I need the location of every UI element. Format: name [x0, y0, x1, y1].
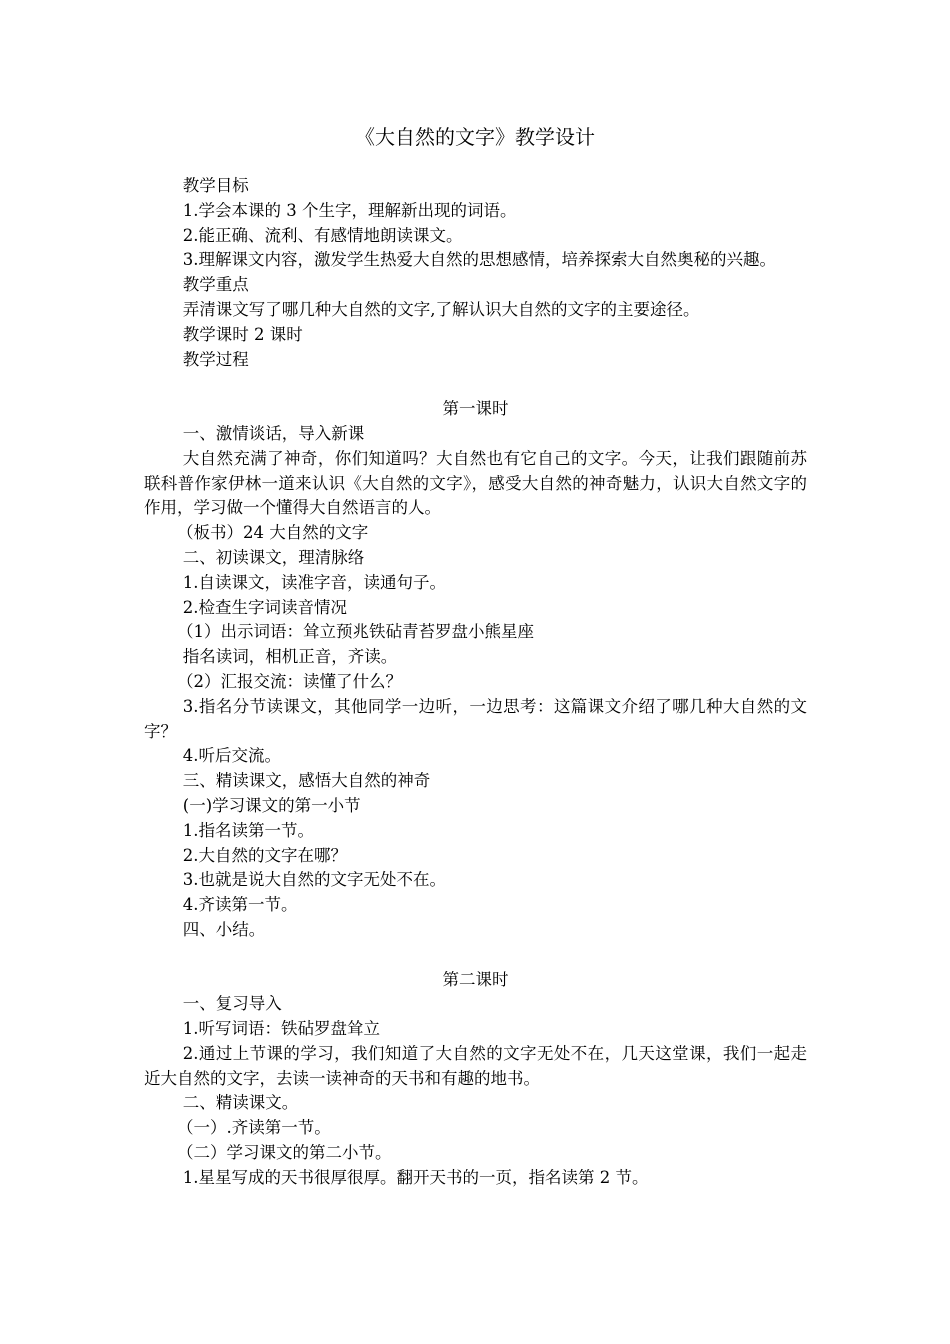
lesson-heading-2: 第二课时 — [442, 969, 509, 989]
paragraph: 四、小结。 — [182, 919, 266, 939]
lesson-heading-1: 第一课时 — [442, 399, 509, 419]
blank-line — [144, 372, 807, 397]
paragraph: (一)学习课文的第一小节 — [182, 795, 361, 815]
section-heading-goals: 教学目标 — [182, 176, 249, 195]
paragraph: 2.通过上节课的学习，我们知道了大自然的文字无处不在，几天这堂课，我们一起走近大自然的文字，去读一读神奇的天书和有趣的地书。 — [144, 1043, 807, 1088]
paragraph: （2）汇报交流：读懂了什么？ — [177, 671, 402, 691]
paragraph: 2.检查生字词读音情况 — [182, 597, 348, 617]
paragraph: 2.大自然的文字在哪？ — [182, 845, 348, 865]
paragraph: 1.听写词语：铁砧罗盘耸立 — [182, 1019, 381, 1039]
paragraph: 指名读词，相机正音，齐读。 — [182, 647, 398, 667]
paragraph: 1.自读课文，读准字音，读通句子。 — [182, 572, 447, 592]
paragraph: 二、精读课文。 — [182, 1093, 299, 1113]
document-body — [144, 174, 807, 1191]
paragraph: （板书）24 大自然的文字 — [177, 523, 369, 543]
paragraph: 1.指名读第一节。 — [182, 820, 315, 840]
blank-line — [144, 943, 807, 968]
paragraph: 弄清课文写了哪几种大自然的文字,了解认识大自然的文字的主要途径。 — [182, 299, 700, 319]
paragraph: （1）出示词语：耸立预兆铁砧青苔罗盘小熊星座 — [177, 622, 534, 642]
paragraph: 大自然充满了神奇，你们知道吗？大自然也有它自己的文字。今天，让我们跟随前苏联科普作家伊林一道来认识《大自然的文字》，感受大自然的神奇魅力，认识大自然文字的作用，学习做一个懂得大自然语言的人。 — [144, 448, 807, 518]
paragraph: 二、初读课文，理清脉络 — [182, 547, 365, 567]
document-title: 《大自然的文字》教学设计 — [355, 125, 595, 149]
paragraph: 3.也就是说大自然的文字无处不在。 — [182, 870, 447, 890]
paragraph: 1.学会本课的 3 个生字，理解新出现的词语。 — [182, 200, 517, 220]
paragraph: 4.齐读第一节。 — [182, 895, 298, 915]
paragraph: 三、精读课文，感悟大自然的神奇 — [182, 771, 431, 791]
paragraph: （一）.齐读第一节。 — [177, 1118, 331, 1138]
paragraph: 2.能正确、流利、有感情地朗读课文。 — [182, 225, 463, 245]
paragraph: 4.听后交流。 — [182, 746, 282, 766]
section-heading-focus: 教学重点 — [182, 275, 249, 295]
paragraph: 一、复习导入 — [182, 994, 282, 1014]
paragraph: 1.星星写成的天书很厚很厚。翻开天书的一页，指名读第 2 节。 — [182, 1167, 649, 1187]
paragraph: 3.指名分节读课文，其他同学一边听，一边思考：这篇课文介绍了哪几种大自然的文字？ — [144, 696, 807, 741]
paragraph: 3.理解课文内容，激发学生热爱大自然的思想感情，培养探索大自然奥秘的兴趣。 — [182, 250, 777, 270]
paragraph: （二）学习课文的第二小节。 — [177, 1143, 392, 1163]
paragraph: 一、激情谈话，导入新课 — [182, 423, 365, 443]
paragraph: 教学课时 2 课时 — [182, 324, 303, 344]
section-heading-process: 教学过程 — [182, 349, 249, 369]
